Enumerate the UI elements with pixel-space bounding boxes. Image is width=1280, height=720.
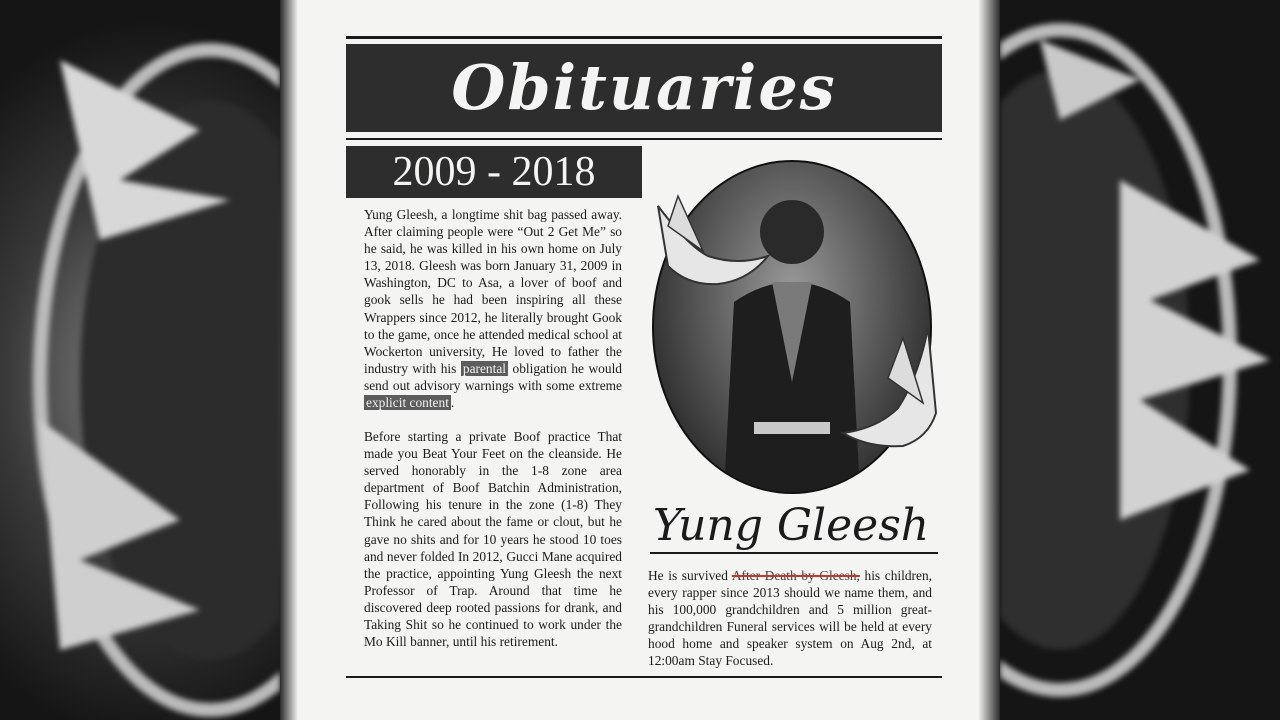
background-right-blur [1000, 0, 1280, 720]
paragraph-1-text-a: Yung Gleesh, a longtime shit bag passed away. After claiming people were “Out 2 Get Me” so he said, he was killed in his own home on July 13, 2018. Gleesh was born January 31, 2009 in Washington, DC to Asa, a lover of boof and gook sells he had been inspiring all these Wrappers since 2012, he literally brought Gook to the game, once he attended medical school at Wockerton university, He loved to father the industry with his [364, 207, 622, 376]
dove-wing-icon [1000, 0, 1280, 720]
dove-left-icon [648, 186, 778, 316]
obituary-paragraph-2: Before starting a private Boof practice That made you Beat Your Feet on the cleanside. He served honorably in the 1-8 zone area department of Boof Batchin Administration, Following his tenure in the zone (1-8) They Think he cared about the fame or clout, but he gave no shits and for 10 years he stood 10 toes and never folded In 2012, Gucci Mane acquired the practice, appointing Yung Gleesh the next Professor of Trap. Around that time he discovered deep rooted passions for drank, and Taking Shit so he continued to work under the Mo Kill banner, until his retirement. [364, 429, 622, 650]
dove-right-icon [828, 318, 948, 468]
newspaper-clipping [280, 0, 1000, 720]
survived-paragraph [648, 567, 932, 670]
banner-rule [346, 138, 942, 140]
highlight-parental: parental [462, 360, 507, 376]
survived-text-b: his children, every rapper since 2013 should we name them, and his 100,000 grandchildren and 5 million great-grandchildren Funeral services will be held at every hood home and speaker system on Aug 2nd, at 12:00am Stay Focused. [648, 568, 932, 669]
highlight-explicit-content: explicit content [366, 395, 449, 411]
bottom-rule [346, 676, 942, 678]
years-heading: 2009 - 2018 [346, 146, 642, 198]
deceased-name: Yung Gleesh [652, 500, 930, 551]
banner-title: Obituaries [451, 51, 837, 124]
top-rule [346, 36, 942, 39]
background-left-blur [0, 0, 280, 720]
paragraph-1-text-c: . [450, 395, 455, 411]
name-rule [650, 552, 938, 554]
obituaries-banner [346, 44, 942, 132]
obituary-paragraph-1 [364, 206, 622, 411]
survived-text-a: He is survived [648, 568, 732, 583]
paper-edge-left [280, 0, 298, 720]
struck-text: After Death by Gleesh, [731, 568, 860, 583]
paper-edge-right [978, 0, 1000, 720]
wing-icon [0, 0, 280, 720]
paragraph-1-text-b: obligation he would send out advisory warnings with some extreme [364, 360, 622, 393]
